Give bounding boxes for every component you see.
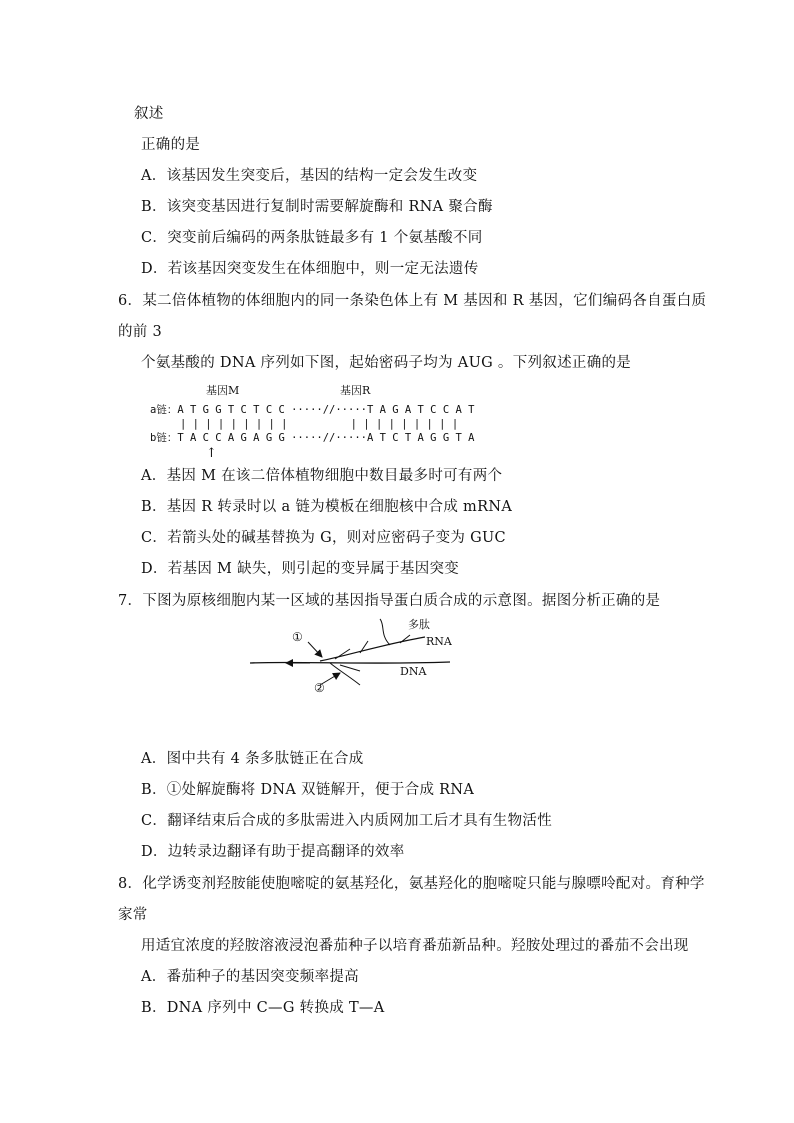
q8-option-a: A．番茄种子的基因突变频率提高: [141, 969, 359, 985]
label-peptide: 多肽: [408, 618, 430, 631]
label-rna: RNA: [426, 635, 452, 648]
label-1-arrow: [308, 642, 322, 657]
q8-stem-line3: 用适宜浓度的羟胺溶液浸泡番茄种子以培育番茄新品种。羟胺处理过的番茄不会出现: [141, 938, 689, 954]
q8-option-b: B．DNA 序列中 C—G 转换成 T—A: [141, 1000, 385, 1016]
q7-option-d: D．边转录边翻译有助于提高翻译的效率: [141, 844, 405, 860]
q5-option-c: C．突变前后编码的两条肽链最多有 1 个氨基酸不同: [141, 230, 483, 246]
gene-m-label: 基因M: [206, 384, 240, 397]
q5-stem-continuation: 叙述: [134, 106, 164, 122]
q6-stem-line3: 个氨基酸的 DNA 序列如下图，起始密码子均为 AUG 。下列叙述正确的是: [141, 355, 632, 371]
q6-option-b: B．基因 R 转录时以 a 链为模板在细胞核中合成 mRNA: [141, 499, 513, 515]
label-dna: DNA: [400, 665, 427, 678]
dna-sequence-figure: [140, 380, 475, 461]
mutation-arrow: ↑: [206, 446, 217, 461]
a-chain-sequence: a链：A T G G T C T C C ·····//·····T A G A T C C A T: [150, 404, 475, 416]
q7-option-c: C．翻译结束后合成的多肽需进入内质网加工后才具有生物活性: [141, 813, 552, 829]
q7-option-b: B．①处解旋酶将 DNA 双链解开，便于合成 RNA: [141, 782, 475, 798]
q5-option-b: B．该突变基因进行复制时需要解旋酶和 RNA 聚合酶: [141, 199, 493, 215]
q6-option-a: A．基因 M 在该二倍体植物细胞中数目最多时可有两个: [141, 468, 503, 484]
q6-stem-line2: 的前 3: [118, 324, 163, 340]
polypeptide-chain: [380, 619, 390, 645]
q6-option-c: C．若箭头处的碱基替换为 G，则对应密码子变为 GUC: [141, 530, 506, 546]
base-pair-bonds: | | | | | | | | | | | | | | | | | |: [180, 418, 459, 430]
label-2: ②: [314, 681, 325, 695]
q6-stem-line1: 6．某二倍体植物的体细胞内的同一条染色体上有 M 基因和 R 基因，它们编码各自蛋白质: [118, 293, 707, 309]
rna-strand: [320, 637, 425, 661]
q6-option-d: D．若基因 M 缺失，则引起的变异属于基因突变: [141, 561, 460, 577]
q5-option-d: D．若该基因突变发生在体细胞中，则一定无法遗传: [141, 261, 479, 277]
b-chain-sequence: b链：T A C C A G A G G ·····//·····A T C T A G G T A: [150, 432, 475, 444]
q5-option-a: A．该基因发生突变后，基因的结构一定会发生改变: [141, 168, 478, 184]
q5-stem-end: 正确的是: [141, 137, 201, 153]
q7-option-a: A．图中共有 4 条多肽链正在合成: [141, 751, 364, 767]
q7-stem: 7．下图为原核细胞内某一区域的基因指导蛋白质合成的示意图。据图分析正确的是: [118, 593, 661, 609]
transcription-translation-figure: [240, 615, 460, 700]
q8-stem-line2: 家常: [118, 907, 148, 923]
gene-r-label: 基因R: [340, 384, 371, 397]
dna-strand: [250, 662, 450, 663]
label-1: ①: [292, 630, 303, 644]
q8-stem-line1: 8．化学诱变剂羟胺能使胞嘧啶的氨基羟化，氨基羟化的胞嘧啶只能与腺嘌呤配对。育种学: [118, 876, 705, 892]
